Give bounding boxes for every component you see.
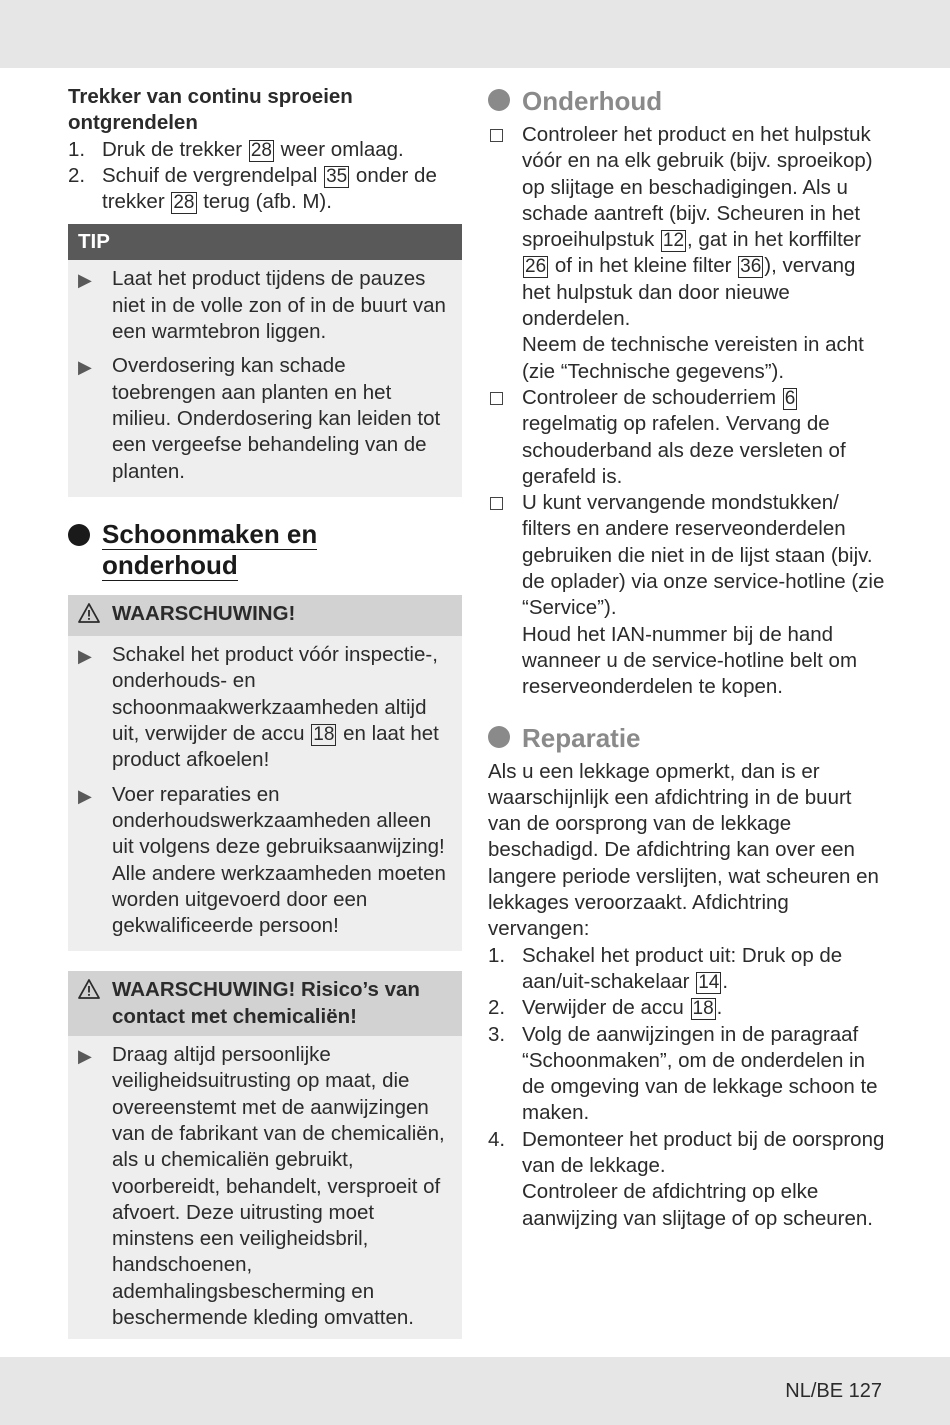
section-title: Reparatie [522,722,641,753]
warning-icon [78,977,102,1006]
repair-intro: Als u een lekkage opmerkt, dan is er waarschijnlijk een afdichtring in de buurt van de oorsprong van de lekkage beschadigd. De afdichtring kan over een langere periode verslijten, wat scheuren en lekkages veroorzaakt. Afdichtring vervangen: [488,759,879,941]
tip-label: TIP [68,224,462,260]
ref-number: 36 [740,256,762,278]
ref-number: 35 [326,165,348,187]
ref-number: 28 [173,192,195,214]
section-heading-repair [488,723,888,753]
checkbox-icon [488,490,522,700]
section-title-line2: onderhoud [102,549,238,580]
triangle-bullet-icon: ▶ [78,357,92,378]
list-item: 3. Volg de aanwijzingen in de paragraaf “Schoonmaken”, om de onderdelen in de omgeving van de lekkage schoon te maken. [488,1022,878,1125]
checkbox-icon [488,385,522,490]
ref-number: 26 [525,256,547,278]
header-band [0,0,950,68]
list-item: Controleer de schouderriem 6 regelmatig op rafelen. Vervang de schouderband als deze versleten of gerafeld is. [488,385,888,490]
list-item: 4. Demonteer het product bij de oorsprong van de lekkage. Controleer de afdichtring op elke aanwijzing van slijtage of op scheuren. [488,1127,885,1230]
chemical-warning-box [68,971,462,1339]
list-item: U kunt vervangende mondstukken/ filters en andere reserveonderdelen gebruiken die niet in de lijst staan (bijv. de oplader) via onze service-hotline (zie “Service”). Houd het IAN-nummer bij de hand wanneer u de service-hotline belt om reserveonderdelen te kopen. [488,490,888,700]
section-heading-maintenance [488,86,888,116]
warning-label: WAARSCHUWING! Risico’s van contact met chemicaliën! [112,978,420,1028]
bullet-dot-icon [488,89,510,111]
trigger-heading: Trekker van continu sproeien ontgrendelen [68,85,353,135]
ref-number: 28 [250,139,272,161]
list-item: 2. Schuif de vergrendelpal 35 onder de trekker 28 terug (afb. M). [68,163,437,214]
warning-box [68,595,462,952]
left-column [68,84,462,1339]
bullet-dot-icon [488,726,510,748]
right-column [488,86,888,1232]
section-heading-cleaning [68,519,462,581]
warning-item: ▶ Draag altijd persoonlijke veiligheidsuitrusting op maat, die overeenstemt met de aanwijzingen van de fabrikant van de chemicaliën, als u chemicaliën gebruikt, voorbereidt, behandelt, versproeit of afvoert. Deze uitrusting moet minstens een veiligheidsbril, handschoenen, ademhalingsbescherming en beschermende kleding omvatten. [78,1042,452,1331]
tip-box [68,224,462,496]
section-title: Onderhoud [522,86,663,116]
bullet-dot-icon [68,524,90,546]
triangle-bullet-icon: ▶ [78,646,92,667]
triangle-bullet-icon: ▶ [78,1046,92,1067]
repair-steps [488,943,888,1232]
list-item: 1. Schakel het product uit: Druk op de aan/uit-schakelaar 14 . [488,943,843,993]
ref-number: 12 [662,230,685,252]
tip-item: ▶ Laat het product tijdens de pauzes niet in de volle zon of in de buurt van een warmtebron liggen. [78,266,452,345]
page-number: NL/BE 127 [785,1380,882,1402]
checkbox-icon [488,122,522,385]
triangle-bullet-icon: ▶ [78,270,92,291]
tip-item: ▶ Overdosering kan schade toebrengen aan planten en het milieu. Onderdosering kan leiden tot een vergeefse behandeling van de planten. [78,353,452,484]
ref-number: 18 [692,998,714,1020]
list-item: 2. Verwijder de accu 18 . [488,996,723,1020]
ref-number: 14 [698,971,720,993]
list-item: 1. Druk de trekker 28 weer omlaag. [68,137,404,161]
trigger-steps [68,137,462,216]
ref-number: 18 [313,724,335,746]
warning-item: ▶ Voer reparaties en onderhoudswerkzaamheden alleen uit volgens deze gebruiksaanwijzing! Alle andere werkzaamheden moeten worden uitgevoerd door een gekwalificeerde persoon! [78,782,452,940]
ref-number: 6 [784,387,796,409]
section-title-line1: Schoonmaken en [102,518,318,549]
list-item: Controleer het product en het hulpstuk vóór en na elk gebruik (bijv. sproeikop) op slijtage en beschadigingen. Als u schade aantreft (bijv. Scheuren in het sproeihulpstuk 12 , gat in het korffilter 26 of in het kleine filter 36 ), vervang het hulpstuk dan door nieuwe onderdelen. Neem de technische vereisten in acht (zie “Technische gegevens”). [488,122,888,385]
warning-item: ▶ Schakel het product vóór inspectie-, onderhouds- en schoonmaakwerkzaamheden altijd uit, verwijder de accu 18 en laat het product afkoelen! [78,642,452,773]
warning-icon [78,601,102,630]
triangle-bullet-icon: ▶ [78,785,92,806]
warning-label: WAARSCHUWING! [112,601,296,625]
